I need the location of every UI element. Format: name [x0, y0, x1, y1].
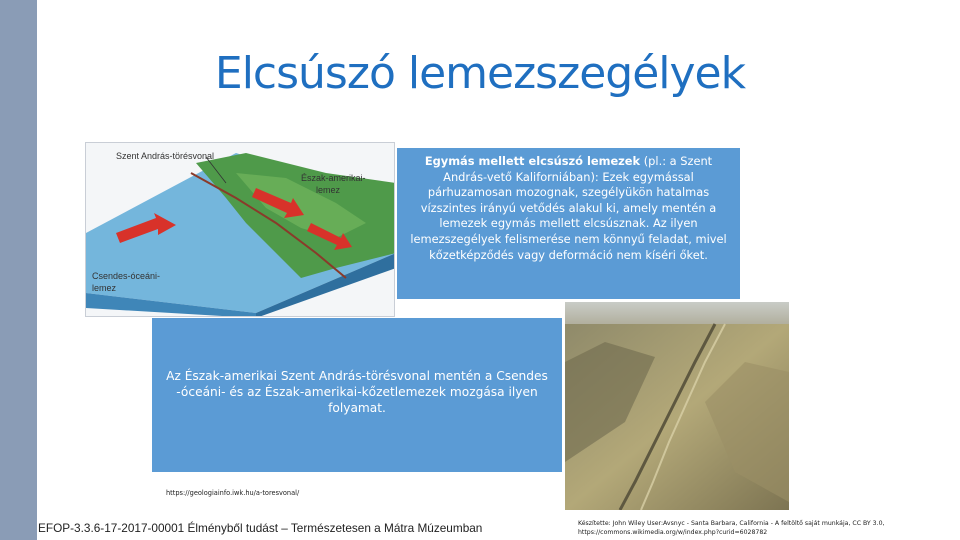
- photo-credit-link[interactable]: https://commons.wikimedia.org/w/index.php?curid=6028782: [578, 529, 768, 536]
- description-text: (pl.: a Szent András-vető Kaliforniában): Ezek egymással párhuzamosan mozognak, szegélyükön hatalmas vízszintes irányú vetődés alakul ki, amely mentén a lemezek egymás mellett elcsúsznak. Az ilyen lemezszegélyek felismerése nem könnyű feladat, mivel kőzetképződés vagy deformáció nem kíséri őket.: [410, 154, 727, 262]
- fault-label: Szent András-törésvonal: [116, 151, 215, 161]
- north-american-label-2: lemez: [316, 185, 341, 195]
- aerial-photo-graphic: [565, 302, 789, 510]
- plate-diagram-graphic: [86, 143, 395, 317]
- project-footer: EFOP-3.3.6-17-2017-00001 Élményből tudást – Természetesen a Mátra Múzeumban: [38, 521, 483, 535]
- left-accent-bar: [0, 0, 37, 540]
- description-box: [397, 148, 740, 299]
- north-american-label-1: Észak-amerikai-: [301, 173, 366, 183]
- pacific-label-2: lemez: [92, 283, 117, 293]
- photo-credit-line-1: Készítette: John Wiley User:Avsnyc - Santa Barbara, California - A feltöltő saját munkája, CC BY 3.0,: [578, 520, 885, 527]
- slide-title: Elcsúszó lemezszegélyek: [214, 48, 746, 99]
- description-bold: Egymás mellett elcsúszó lemezek: [424, 154, 641, 168]
- example-text: Az Észak-amerikai Szent András-törésvonal mentén a Csendes -óceáni- és az Észak-amerikai-kőzetlemezek mozgása ilyen folyamat.: [166, 369, 548, 416]
- diagram-source-link[interactable]: https://geologiainfo.iwk.hu/a-toresvonal/: [166, 489, 300, 497]
- photo-credit: [578, 519, 918, 537]
- example-box: [152, 318, 562, 472]
- pacific-label-1: Csendes-óceáni-: [92, 271, 161, 281]
- plate-diagram: [85, 142, 395, 317]
- aerial-fault-photo: [565, 302, 789, 510]
